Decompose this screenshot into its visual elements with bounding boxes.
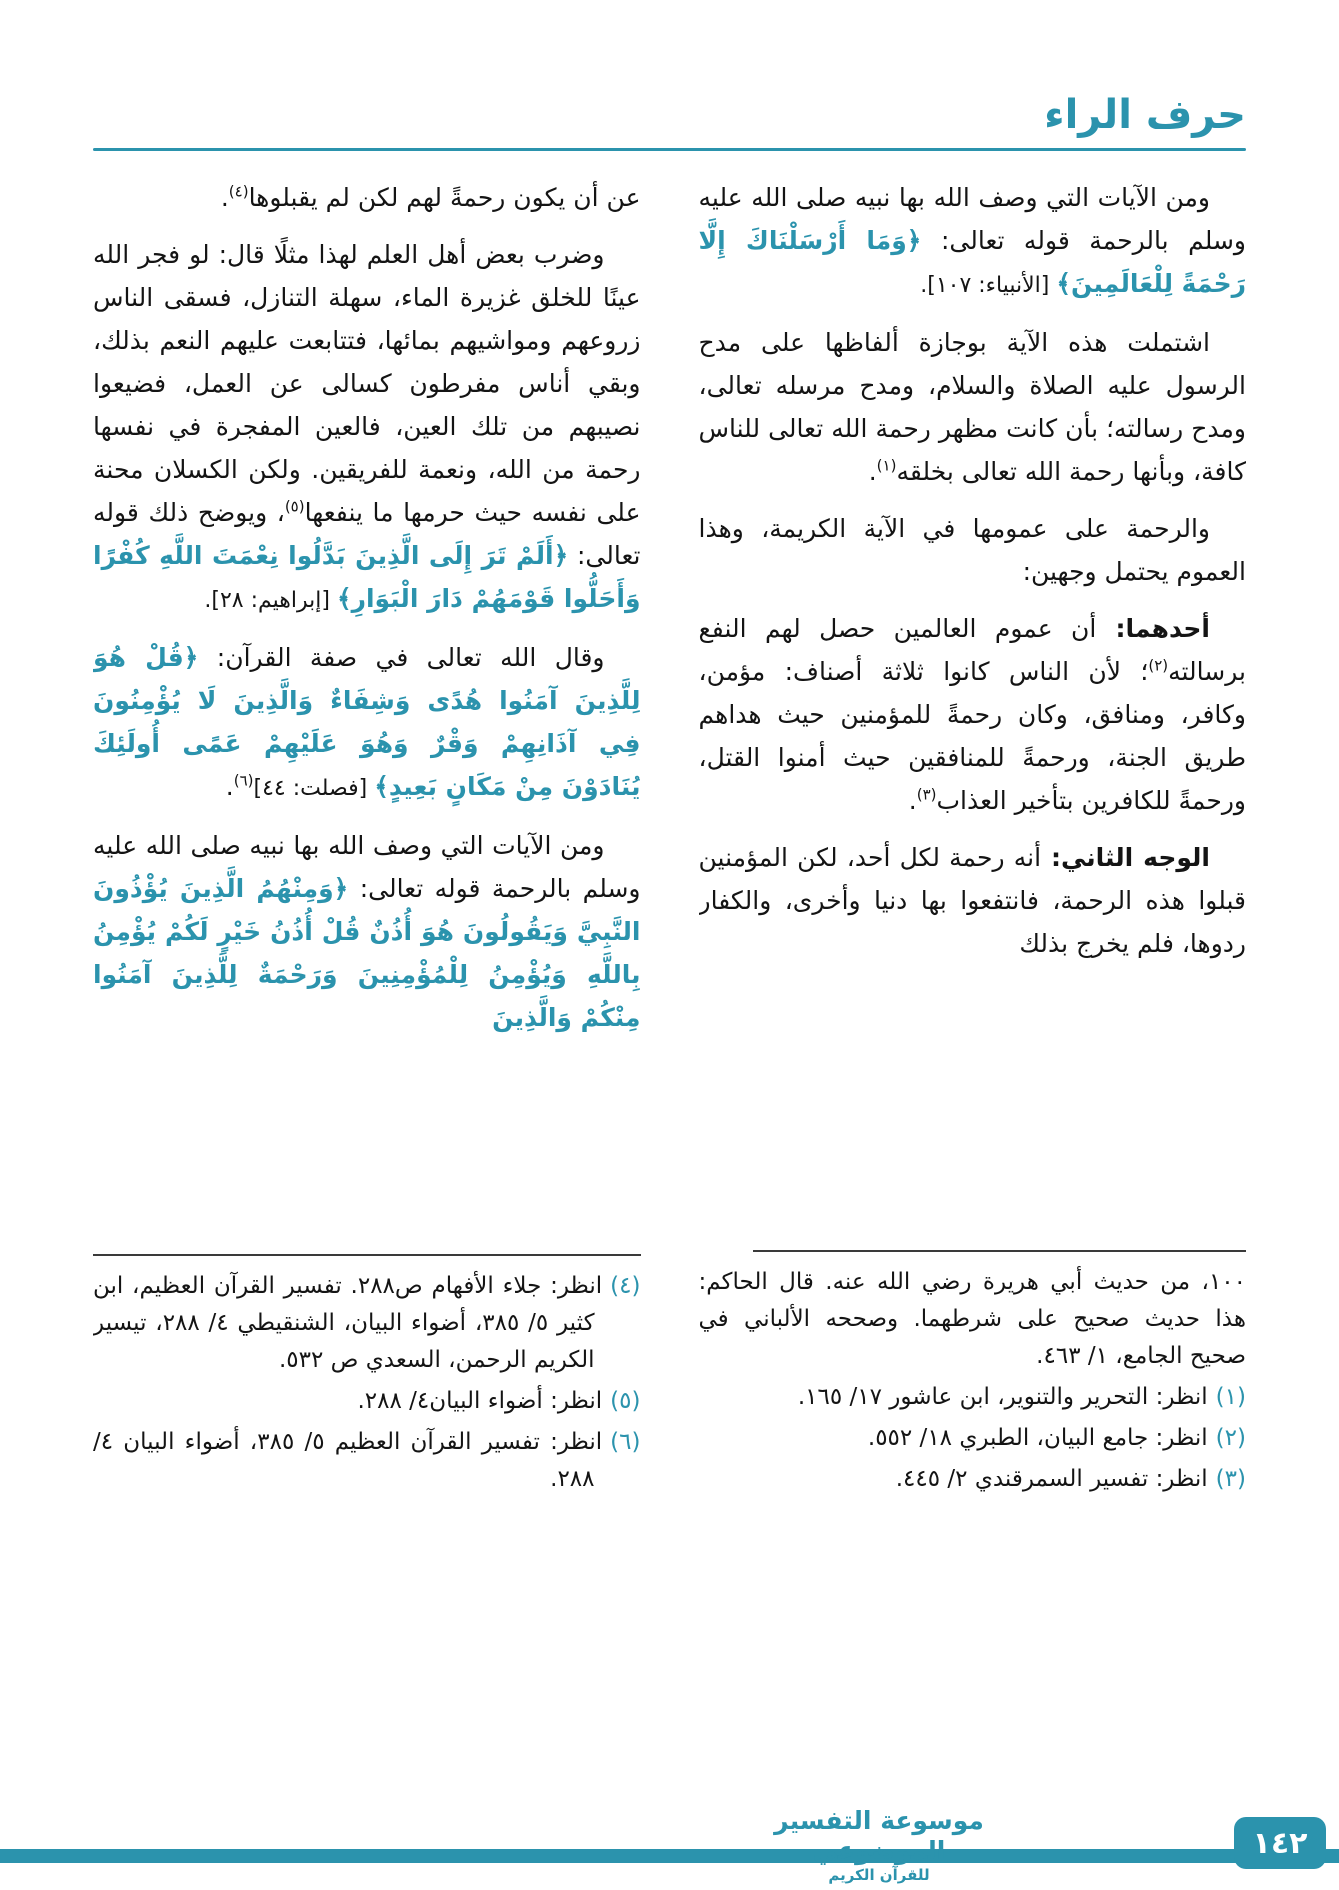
footnote-ref: (١) [876,456,897,475]
footnote-text: انظر: التحرير والتنوير، ابن عاشور ١٧/ ١٦٥. [797,1384,1208,1410]
footnote-separator [93,1254,641,1256]
footnote-entry [699,1420,1247,1457]
quran-verse: ﴿قُلْ هُوَ لِلَّذِينَ آمَنُوا هُدًى وَشِفَاءٌ وَالَّذِينَ لَا يُؤْمِنُونَ فِي آذَانِهِمْ وَقْرٌ وَهُوَ عَلَيْهِمْ عَمًى أُولَئِكَ يُنَادَوْنَ مِنْ مَكَانٍ بَعِيدٍ﴾ [93,643,641,801]
footnote-text: انظر: أضواء البيان٤/ ٢٨٨. [357,1388,603,1414]
footnote-ref: (٢) [1148,656,1169,675]
body-text: أن عموم العالمين حصل لهم النفع برسالته [698,614,1246,686]
footnote-entry [93,1424,641,1498]
body-text: وقال الله تعالى في صفة القرآن: [198,643,605,672]
footnote-text: انظر: جلاء الأفهام ص٢٨٨. تفسير القرآن العظيم، ابن كثير ٥/ ٣٨٥، أضواء البيان، الشنقيطي ٤/ ٢٨٨، تيسير الكريم الرحمن، السعدي ص ٥٣٢. [93,1273,603,1373]
body-text: أنه رحمة لكل أحد، لكن المؤمنين قبلوا هذه الرحمة، فانتفعوا بها دنيا وأخرى، والكفار ردوها، فلم يخرج بذلك [698,843,1246,958]
column-right [699,176,1247,1502]
paragraph [93,233,641,622]
body-text: والرحمة على عمومها في الآية الكريمة، وهذا العموم يحتمل وجهين: [698,514,1246,586]
footnote-ref: (٥) [284,497,305,516]
footnote-entry [699,1461,1247,1498]
footnote-number: (١) [1215,1384,1246,1410]
paragraph [93,636,641,810]
page-number-badge [1234,1817,1326,1869]
body-text: ، ويوضح ذلك قوله تعالى: [93,498,641,570]
footer-bar [0,1849,1339,1863]
column-left-text [93,176,641,1039]
verse-reference: [الأنبياء: ١٠٧]. [920,273,1057,298]
body-text: . [908,786,917,815]
body-text: اشتملت هذه الآية بوجازة ألفاظها على مدح الرسول عليه الصلاة والسلام، ومدح مرسله تعالى، ومدح رسالته؛ بأن كانت مظهر رحمة الله تعالى للناس كافة، وبأنها رحمة الله تعالى بخلقه [698,328,1246,486]
paragraph [699,321,1247,493]
body-text: ؛ لأن الناس كانوا ثلاثة أصناف: مؤمن، وكافر، ومنافق، وكان رحمةً للمؤمنين حيث هداهم طريق الجنة، ورحمةً للمنافقين حيث أمنوا القتل، ورحمةً للكافرين بتأخير العذاب [698,657,1246,815]
quran-verse: ﴿أَلَمْ تَرَ إِلَى الَّذِينَ بَدَّلُوا نِعْمَتَ اللَّهِ كُفْرًا وَأَحَلُّوا قَوْمَهُمْ دَارَ الْبَوَارِ﴾ [93,541,641,613]
footnote-entry [93,1268,641,1379]
paragraph [699,607,1247,822]
footnote-entry [699,1379,1247,1416]
footnote-number: (٤) [610,1273,641,1299]
footnote-ref: (٤) [228,182,249,201]
logo-title: موسوعة التفسير الموضوعي [774,1806,984,1865]
lead-word: أحدهما: [1096,614,1211,643]
footnote-entry [699,1264,1247,1375]
footnote-text: انظر: جامع البيان، الطبري ١٨/ ٥٥٢. [867,1425,1208,1451]
paragraph [699,836,1247,965]
quran-verse: ﴿وَمِنْهُمُ الَّذِينَ يُؤْذُونَ النَّبِيَّ وَيَقُولُونَ هُوَ أُذُنٌ قُلْ أُذُنُ خَيْرٍ لَكُمْ يُؤْمِنُ بِاللَّهِ وَيُؤْمِنُ لِلْمُؤْمِنِينَ وَرَحْمَةٌ لِلَّذِينَ آمَنُوا مِنْكُمْ وَالَّذِينَ [93,874,641,1032]
verse-reference: [فصلت: ٤٤] [253,776,375,801]
body-text: . [225,772,234,801]
footnote-text: انظر: تفسير السمرقندي ٢/ ٤٤٥. [895,1466,1208,1492]
publisher-logo [749,1806,1009,1884]
footnote-separator [753,1250,1246,1252]
page-header [93,90,1246,151]
footnote-text: انظر: تفسير القرآن العظيم ٥/ ٣٨٥، أضواء البيان ٤/ ٢٨٨. [93,1429,603,1492]
verse-reference: [إبراهيم: ٢٨]. [204,588,337,613]
footnote-ref: (٦) [233,771,254,790]
paragraph [93,176,641,219]
body-text: عن أن يكون رحمةً لهم لكن لم يقبلوها [248,183,641,212]
footnote-number: (٥) [610,1388,641,1414]
page-number: ١٤٢ [1252,1825,1308,1861]
footnotes-left [93,1252,641,1502]
chapter-title: حرف الراء [1044,92,1246,138]
page-body [93,176,1246,1502]
body-text: ومن الآيات التي وصف الله بها نبيه صلى الله عليه وسلم بالرحمة قوله تعالى: [698,183,1246,255]
logo-subtitle: للقرآن الكريم [828,1866,930,1884]
footnote-number: (٢) [1215,1425,1246,1451]
footnotes-right [699,1248,1247,1502]
footnote-number: (٣) [1215,1466,1246,1492]
body-text: وضرب بعض أهل العلم لهذا مثلًا قال: لو فجر الله عينًا للخلق غزيرة الماء، سهلة التنازل، فسقى الناس زروعهم ومواشيهم بمائها، فتتابعت عليهم النعم بذلك، وبقي أناس مفرطون كسالى عن العمل، فضيعوا نصيبهم من تلك العين، فالعين المفجرة في نفسها رحمة من الله، ونعمة للفريقين. ولكن الكسلان محنة على نفسه حيث حرمها ما ينفعها [93,240,641,527]
body-text: ومن الآيات التي وصف الله بها نبيه صلى الله عليه وسلم بالرحمة قوله تعالى: [93,831,641,903]
paragraph [699,507,1247,593]
paragraph [699,176,1247,307]
column-left [93,176,641,1502]
body-text: . [868,457,877,486]
footnote-text: ١٠٠، من حديث أبي هريرة رضي الله عنه. قال الحاكم: هذا حديث صحيح على شرطهما. وصححه الألباني في صحيح الجامع، ١/ ٤٦٣. [698,1269,1246,1369]
quran-verse: ﴿وَمَا أَرْسَلْنَاكَ إِلَّا رَحْمَةً لِلْعَالَمِينَ﴾ [698,226,1246,298]
footnote-entry [93,1383,641,1420]
footnote-ref: (٣) [916,785,937,804]
lead-word: الوجه الثاني: [1041,843,1210,872]
body-text: . [220,183,229,212]
paragraph [93,824,641,1039]
header-rule [93,148,1246,151]
footnote-number: (٦) [610,1429,641,1455]
column-right-text [699,176,1247,965]
